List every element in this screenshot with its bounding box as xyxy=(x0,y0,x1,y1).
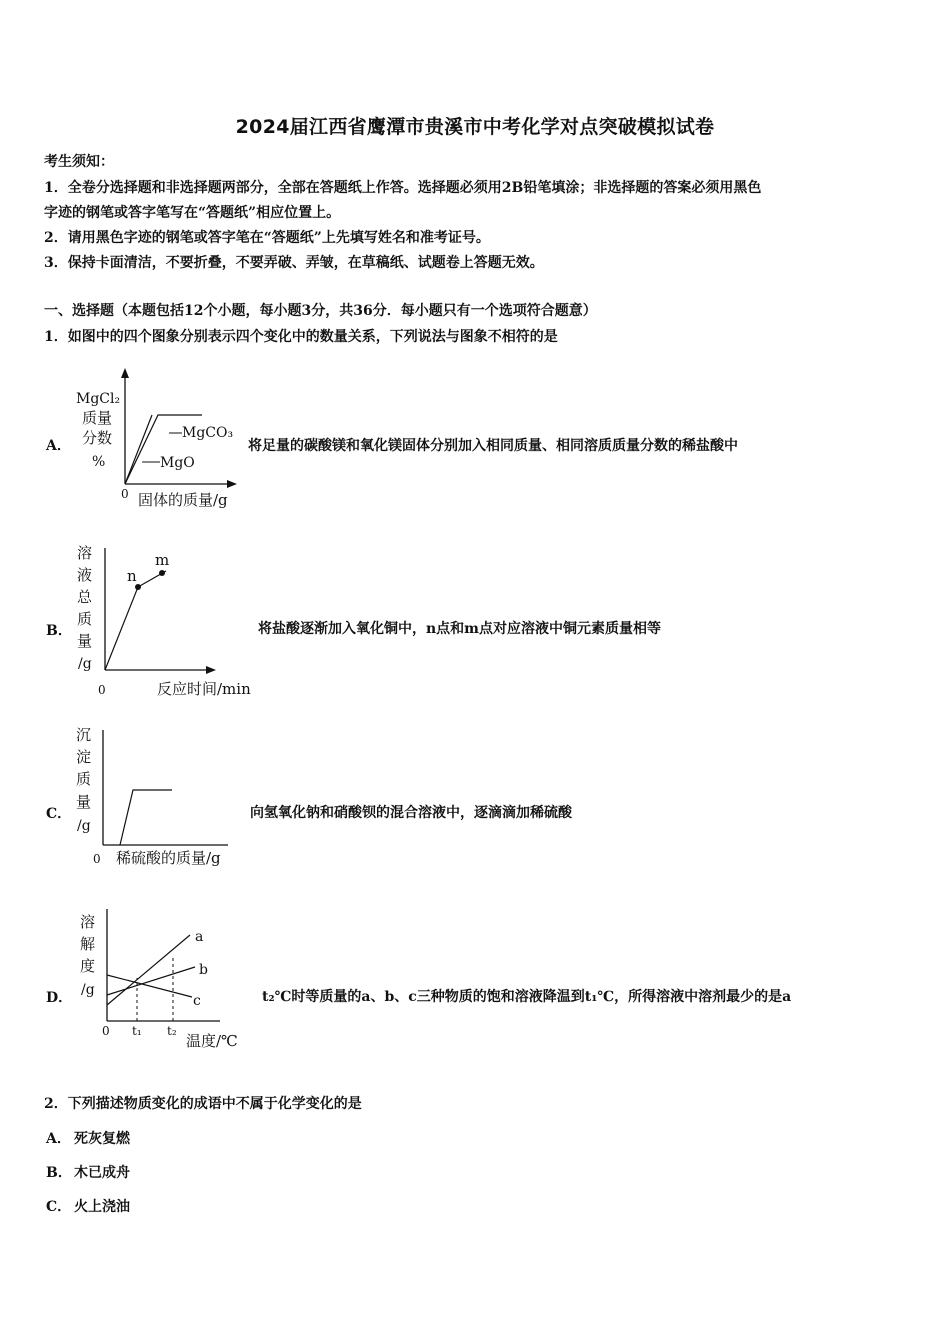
ylabel-line: 质 xyxy=(77,610,93,628)
point-label-m: m xyxy=(155,551,170,569)
q2-option-b-letter: B． xyxy=(46,1165,72,1181)
q2-option-a-letter: A． xyxy=(46,1131,71,1147)
notice-item: 字迹的钢笔或答字笔写在“答题纸”相应位置上。 xyxy=(44,205,341,221)
curve-a xyxy=(107,935,190,1005)
point-m xyxy=(159,570,165,576)
ylabel-line: 量 xyxy=(77,632,93,650)
point-label-n: n xyxy=(127,567,137,585)
ylabel-line: 溶 xyxy=(77,544,93,562)
origin-label: 0 xyxy=(93,852,101,866)
curve-label-b: b xyxy=(199,962,208,978)
ylabel-line: 溶 xyxy=(80,913,96,931)
tick-t2: t₂ xyxy=(167,1024,177,1038)
notice-item: 3．保持卡面清洁，不要折叠，不要弄破、弄皱，在草稿纸、试题卷上答题无效。 xyxy=(44,255,544,271)
curve-label-c: c xyxy=(193,993,201,1009)
ylabel-line: /g xyxy=(81,982,95,998)
graph-a xyxy=(70,360,250,515)
curve-label-a: a xyxy=(195,929,204,945)
xlabel: 反应时间/min xyxy=(157,680,251,698)
graph-b xyxy=(70,540,270,705)
ylabel-line: % xyxy=(92,454,106,470)
ylabel-line: 沉 xyxy=(76,726,92,744)
ylabel-line: MgCl₂ xyxy=(76,391,121,407)
section-heading: 一、选择题（本题包括12个小题，每小题3分，共36分．每小题只有一个选项符合题意） xyxy=(44,303,597,319)
origin-label: 0 xyxy=(102,1024,110,1038)
graph-d xyxy=(70,905,260,1055)
notice-heading: 考生须知： xyxy=(44,154,114,170)
option-b-text: 将盐酸逐渐加入氧化铜中，n点和m点对应溶液中铜元素质量相等 xyxy=(258,621,661,637)
option-c-letter: C． xyxy=(46,806,72,822)
curve-b xyxy=(107,967,195,995)
ylabel-line: 总 xyxy=(77,588,93,606)
curve-mgo xyxy=(125,415,152,484)
ylabel-line: 液 xyxy=(77,566,93,584)
curve-label-mgco3: MgCO₃ xyxy=(182,425,234,441)
q2-option-c-letter: C． xyxy=(46,1199,72,1215)
notice-item: 1．全卷分选择题和非选择题两部分，全部在答题纸上作答。选择题必须用2B铅笔填涂；非选择题的答案必须用黑色 xyxy=(44,180,762,196)
ylabel-line: 度 xyxy=(80,957,96,975)
curve-c xyxy=(120,790,172,845)
ylabel-line: 解 xyxy=(80,935,96,953)
option-a-letter: A． xyxy=(46,438,71,454)
ylabel-line: /g xyxy=(78,656,92,672)
ylabel-line: 质 xyxy=(76,770,92,788)
option-d-text: t₂℃时等质量的a、b、c三种物质的饱和溶液降温到t₁℃，所得溶液中溶剂最少的是a xyxy=(262,989,792,1005)
tick-t1: t₁ xyxy=(132,1024,142,1038)
xlabel: 稀硫酸的质量/g xyxy=(116,849,221,867)
graph-c xyxy=(70,720,250,870)
notice-item: 2．请用黑色字迹的钢笔或答字笔在“答题纸”上先填写姓名和准考证号。 xyxy=(44,230,490,246)
q2-option-b-text: 木已成舟 xyxy=(74,1165,130,1181)
ylabel-line: 量 xyxy=(76,793,92,811)
q2-option-a-text: 死灰复燃 xyxy=(74,1131,130,1147)
curve-label-mgo: MgO xyxy=(160,455,195,471)
xlabel: 温度/℃ xyxy=(186,1032,238,1050)
question-2-stem: 2．下列描述物质变化的成语中不属于化学变化的是 xyxy=(44,1096,362,1112)
ylabel-line: 分数 xyxy=(82,429,113,447)
xlabel: 固体的质量/g xyxy=(138,491,228,509)
option-d-letter: D． xyxy=(46,990,73,1006)
page-title: 2024届江西省鹰潭市贵溪市中考化学对点突破模拟试卷 xyxy=(235,116,715,138)
origin-label: 0 xyxy=(98,683,106,697)
option-c-text: 向氢氧化钠和硝酸钡的混合溶液中，逐滴滴加稀硫酸 xyxy=(250,805,572,821)
question-1-stem: 1．如图中的四个图象分别表示四个变化中的数量关系，下列说法与图象不相符的是 xyxy=(44,329,558,345)
ylabel-line: /g xyxy=(77,818,91,834)
ylabel-line: 淀 xyxy=(76,748,92,766)
option-a-text: 将足量的碳酸镁和氧化镁固体分别加入相同质量、相同溶质质量分数的稀盐酸中 xyxy=(248,438,738,454)
option-b-letter: B． xyxy=(46,623,72,639)
origin-label: 0 xyxy=(121,487,129,501)
q2-option-c-text: 火上浇油 xyxy=(74,1199,130,1215)
ylabel-line: 质量 xyxy=(82,409,113,427)
